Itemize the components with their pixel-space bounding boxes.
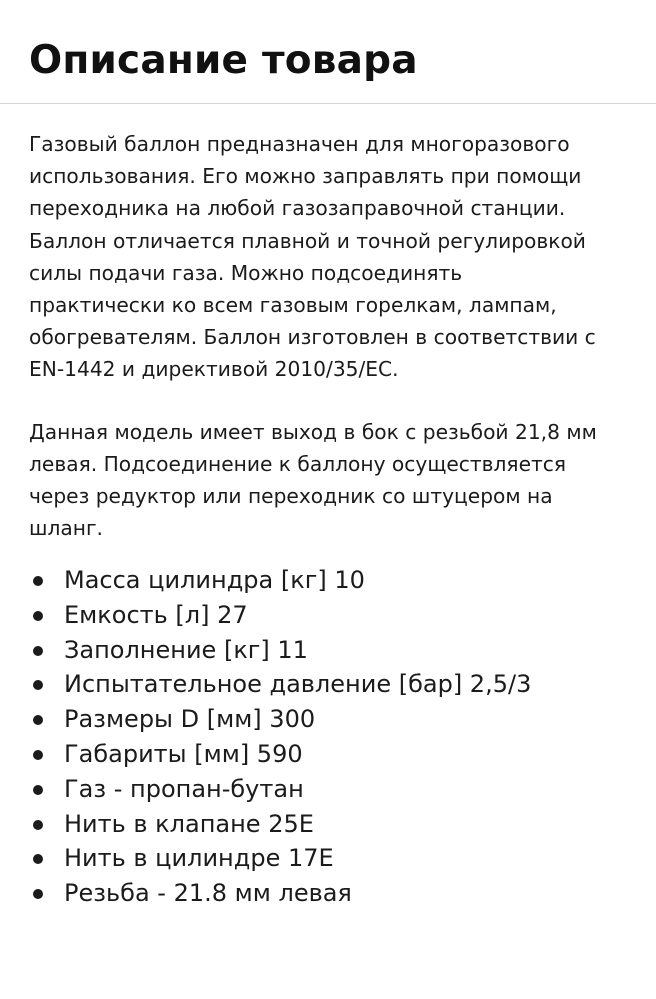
spec-text: Размеры D [мм] 300 <box>64 705 316 734</box>
bullet-icon <box>33 680 43 690</box>
description-body <box>29 128 634 544</box>
spec-text: Испытательное давление [бар] 2,5/3 <box>64 670 532 699</box>
spec-text: Масса цилиндра [кг] 10 <box>64 566 365 594</box>
bullet-icon <box>33 820 43 830</box>
bullet-icon <box>33 646 43 656</box>
title-divider <box>0 103 656 104</box>
spec-item <box>64 598 634 633</box>
spec-text: Нить в цилиндре 17E <box>64 844 334 873</box>
spec-text: Заполнение [кг] 11 <box>64 635 308 664</box>
spec-item <box>64 563 634 598</box>
spec-item <box>64 737 634 772</box>
spec-text: Резьба - 21.8 мм левая <box>64 879 352 908</box>
description-paragraph: Газовый баллон предназначен для многоразового использования. Его можно заправлять при помощи переходника на любой газозаправочной станции. Баллон отличается плавной и точной регулировкой силы подачи газа. Можно подсоединять практически ко всем газовым горелкам, лампам, обогревателям. Баллон изготовлен в соответствии с EN-1442 и директивой 2010/35/EC. <box>29 132 596 382</box>
bullet-icon <box>33 785 43 795</box>
spec-list <box>64 563 634 911</box>
spec-item <box>64 807 634 842</box>
spec-text: Емкость [л] 27 <box>64 600 248 629</box>
spec-text: Газ - пропан-бутан <box>64 774 304 803</box>
spec-item <box>64 667 634 702</box>
spec-item <box>64 876 634 911</box>
bullet-icon <box>33 750 43 760</box>
bullet-icon <box>33 715 43 725</box>
bullet-icon <box>33 576 43 586</box>
spec-item <box>64 633 634 668</box>
bullet-icon <box>33 889 43 899</box>
bullet-icon <box>33 611 43 621</box>
spec-text: Габариты [мм] 590 <box>64 739 303 768</box>
spec-item <box>64 702 634 737</box>
description-paragraph: Данная модель имеет выход в бок с резьбой 21,8 мм левая. Подсоединение к баллону осуществляется через редуктор или переходник со штуцером на шланг. <box>29 419 597 541</box>
spec-item <box>64 841 634 876</box>
spec-text: Нить в клапане 25E <box>64 809 314 838</box>
spec-item <box>64 772 634 807</box>
page-title: Описание товара <box>29 38 418 83</box>
bullet-icon <box>33 854 43 864</box>
